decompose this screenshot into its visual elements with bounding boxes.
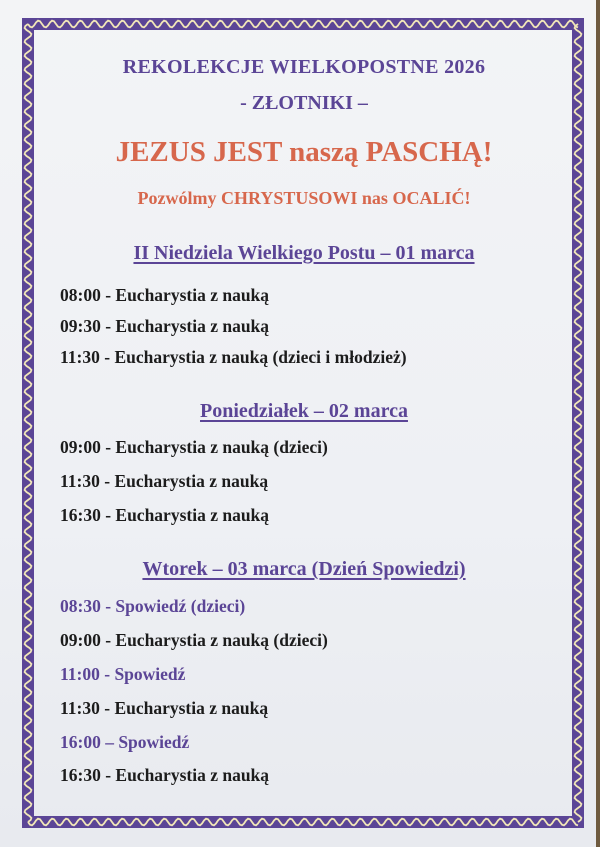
schedule-entry: 11:30 - Eucharystia z nauką (dzieci i młodzież)	[60, 347, 407, 367]
section-heading-sunday: II Niedziela Wielkiego Postu – 01 marca	[133, 242, 475, 264]
schedule-entry: 09:00 - Eucharystia z nauką (dzieci)	[60, 630, 328, 650]
schedule-entry: 09:00 - Eucharystia z nauką (dzieci)	[60, 437, 328, 457]
section-heading-tuesday: Wtorek – 03 marca (Dzień Spowiedzi)	[142, 558, 466, 580]
schedule-entry: 11:00 - Spowiedź	[60, 664, 186, 684]
schedule-entry: 08:00 - Eucharystia z nauką	[60, 285, 270, 305]
schedule-entry: 16:30 - Eucharystia z nauką	[60, 505, 270, 525]
retreat-tagline: Pozwólmy CHRYSTUSOWI nas OCALIĆ!	[137, 188, 471, 208]
retreat-motto: JEZUS JEST naszą PASCHĄ!	[115, 136, 493, 168]
retreat-title: REKOLEKCJE WIELKOPOSTNE 2026	[122, 56, 486, 78]
schedule-entry: 11:30 - Eucharystia z nauką	[60, 698, 269, 718]
schedule-entry: 11:30 - Eucharystia z nauką	[60, 471, 269, 491]
schedule-entry: 09:30 - Eucharystia z nauką	[60, 316, 270, 336]
poster-content	[40, 40, 568, 800]
parish-name: - ZŁOTNIKI –	[240, 92, 368, 114]
schedule-entry: 16:00 – Spowiedź	[60, 732, 190, 752]
section-heading-monday: Poniedziałek – 02 marca	[200, 400, 408, 422]
schedule-entry: 08:30 - Spowiedź (dzieci)	[60, 596, 246, 616]
schedule-entry: 16:30 - Eucharystia z nauką	[60, 765, 270, 785]
